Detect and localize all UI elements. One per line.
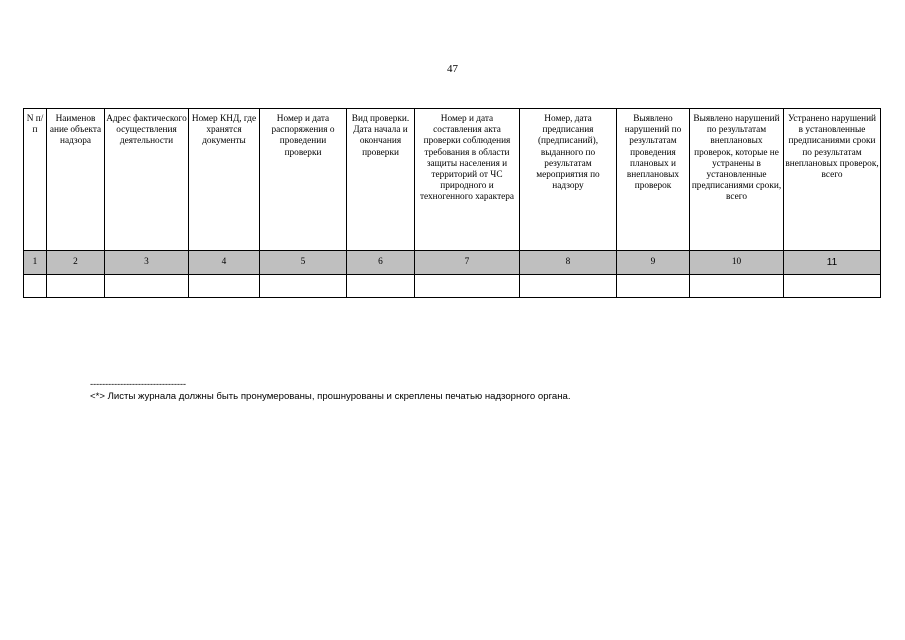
column-number-cell: 9: [617, 251, 690, 275]
table-row: [24, 275, 881, 298]
column-number-cell: 3: [105, 251, 189, 275]
table-cell: [690, 275, 784, 298]
header-cell-prescription: Номер, дата предписания (предписаний), выданного по результатам мероприятия по надзору: [520, 109, 617, 251]
table-cell: [189, 275, 260, 298]
header-cell-address: Адрес фактического осуществления деятельности: [105, 109, 189, 251]
table-cell: [347, 275, 415, 298]
table-cell: [105, 275, 189, 298]
footnote-text: <*> Листы журнала должны быть пронумерованы, прошнурованы и скреплены печатью надзорного органа.: [90, 391, 571, 402]
inspection-journal-table: [23, 108, 881, 298]
column-number-cell: 5: [260, 251, 347, 275]
header-cell-number: N п/п: [24, 109, 47, 251]
footnote: [90, 379, 571, 403]
header-cell-knd-number: Номер КНД, где хранятся документы: [189, 109, 260, 251]
table-cell: [617, 275, 690, 298]
header-cell-violations-found: Выявлено нарушений по результатам проведения плановых и внеплановых проверок: [617, 109, 690, 251]
table-cell: [260, 275, 347, 298]
column-number-cell: 6: [347, 251, 415, 275]
column-number-cell: 8: [520, 251, 617, 275]
table-cell: [784, 275, 881, 298]
table-cell: [520, 275, 617, 298]
table-cell: [415, 275, 520, 298]
header-cell-order: Номер и дата распоряжения о проведении проверки: [260, 109, 347, 251]
header-cell-object-name: Наименов ание объекта надзора: [47, 109, 105, 251]
column-number-cell: 4: [189, 251, 260, 275]
header-cell-inspection-type: Вид проверки. Дата начала и окончания проверки: [347, 109, 415, 251]
table-header-row: [24, 109, 881, 251]
table-cell: [47, 275, 105, 298]
footnote-divider: --------------------------------: [90, 379, 186, 390]
page-number: 47: [447, 63, 458, 75]
column-number-cell: 1: [24, 251, 47, 275]
header-cell-act: Номер и дата составления акта проверки соблюдения требования в области защиты населения и территорий от ЧС природного и техногенного характера: [415, 109, 520, 251]
column-number-cell: 2: [47, 251, 105, 275]
column-number-row: [24, 251, 881, 275]
column-number-cell: 7: [415, 251, 520, 275]
header-cell-violations-not-fixed: Выявлено нарушений по результатам внеплановых проверок, которые не устранены в установленные предписаниями сроки, всего: [690, 109, 784, 251]
column-number-cell: 11: [784, 251, 881, 275]
column-number-cell: 10: [690, 251, 784, 275]
table-cell: [24, 275, 47, 298]
header-cell-violations-fixed: Устранено нарушений в установленные предписаниями сроки по результатам внеплановых проверок, всего: [784, 109, 881, 251]
